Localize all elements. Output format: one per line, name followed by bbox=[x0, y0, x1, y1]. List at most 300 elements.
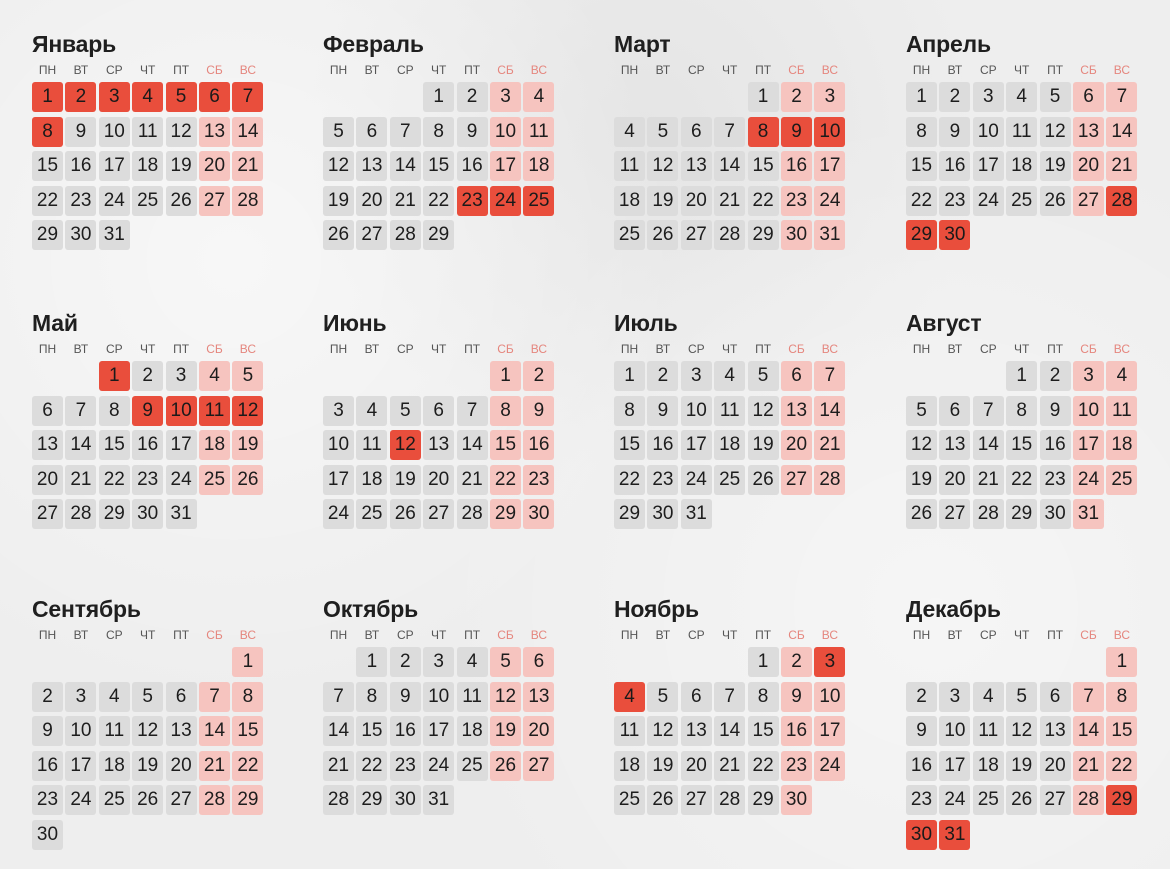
weekday-label: ВС bbox=[1113, 63, 1131, 77]
weekday-label: ЧТ bbox=[431, 342, 447, 356]
day-cell-weekend: 11 bbox=[523, 117, 554, 147]
weekday-label: СБ bbox=[1080, 63, 1097, 77]
weekday-header bbox=[32, 625, 272, 645]
day-cell: 25 bbox=[1006, 186, 1037, 216]
day-cell: 1 bbox=[748, 82, 779, 112]
weekday-label: ВТ bbox=[947, 63, 963, 77]
month-title: Май bbox=[32, 310, 78, 336]
month-title: Декабрь bbox=[906, 596, 1001, 622]
month-block bbox=[906, 309, 1146, 533]
day-cell: 20 bbox=[356, 186, 387, 216]
day-cell-holiday: 4 bbox=[614, 682, 645, 712]
day-cell: 3 bbox=[939, 682, 970, 712]
day-cell: 4 bbox=[356, 396, 387, 426]
day-cell-holiday: 23 bbox=[457, 186, 488, 216]
weekday-label: ВТ bbox=[73, 342, 89, 356]
weekday-label: ПН bbox=[620, 628, 639, 642]
weekday-label: ПТ bbox=[173, 628, 190, 642]
month-block bbox=[614, 595, 854, 819]
day-cell: 28 bbox=[65, 499, 96, 529]
day-cell-holiday: 31 bbox=[939, 820, 970, 850]
day-cell: 14 bbox=[390, 151, 421, 181]
day-cell: 21 bbox=[457, 465, 488, 495]
day-cell: 26 bbox=[390, 499, 421, 529]
day-cell-weekend: 12 bbox=[490, 682, 521, 712]
day-cell: 16 bbox=[32, 751, 63, 781]
day-cell: 15 bbox=[1006, 430, 1037, 460]
day-cell-weekend: 18 bbox=[199, 430, 230, 460]
day-cell: 2 bbox=[939, 82, 970, 112]
day-cell: 3 bbox=[323, 396, 354, 426]
day-cell-weekend: 17 bbox=[814, 716, 845, 746]
weekday-label: ПТ bbox=[1047, 342, 1064, 356]
day-cell: 10 bbox=[323, 430, 354, 460]
day-cell-holiday: 30 bbox=[906, 820, 937, 850]
day-cell: 10 bbox=[681, 396, 712, 426]
day-cell-holiday: 5 bbox=[166, 82, 197, 112]
day-cell-holiday: 24 bbox=[490, 186, 521, 216]
day-cell: 7 bbox=[323, 682, 354, 712]
day-cell: 27 bbox=[356, 220, 387, 250]
day-cell: 9 bbox=[390, 682, 421, 712]
day-cell: 14 bbox=[714, 716, 745, 746]
day-cell-weekend: 16 bbox=[523, 430, 554, 460]
day-cell: 19 bbox=[647, 186, 678, 216]
day-cell-weekend: 19 bbox=[232, 430, 263, 460]
day-cell-weekend: 23 bbox=[781, 186, 812, 216]
month-block bbox=[32, 30, 272, 254]
day-cell-weekend: 22 bbox=[490, 465, 521, 495]
day-cell-weekend: 8 bbox=[490, 396, 521, 426]
day-cell: 24 bbox=[681, 465, 712, 495]
day-cell: 20 bbox=[939, 465, 970, 495]
weekday-label: ПН bbox=[38, 63, 57, 77]
weekday-label: ПТ bbox=[464, 628, 481, 642]
day-cell-weekend: 20 bbox=[523, 716, 554, 746]
day-cell-weekend: 29 bbox=[232, 785, 263, 815]
weekday-label: ПТ bbox=[755, 342, 772, 356]
day-cell: 17 bbox=[323, 465, 354, 495]
day-cell-weekend: 11 bbox=[1106, 396, 1137, 426]
day-cell: 6 bbox=[356, 117, 387, 147]
day-cell-weekend: 3 bbox=[490, 82, 521, 112]
day-cell: 22 bbox=[614, 465, 645, 495]
day-cell: 18 bbox=[457, 716, 488, 746]
day-cell: 21 bbox=[65, 465, 96, 495]
day-cell-weekend: 2 bbox=[781, 82, 812, 112]
day-cell: 24 bbox=[973, 186, 1004, 216]
day-cell: 3 bbox=[65, 682, 96, 712]
day-cell-weekend: 9 bbox=[523, 396, 554, 426]
day-cell-weekend: 27 bbox=[1073, 186, 1104, 216]
day-cell-weekend: 7 bbox=[1106, 82, 1137, 112]
day-cell: 23 bbox=[65, 186, 96, 216]
day-cell: 23 bbox=[906, 785, 937, 815]
day-grid bbox=[906, 647, 1146, 845]
day-cell: 18 bbox=[356, 465, 387, 495]
weekday-label: СР bbox=[687, 342, 705, 356]
day-cell-holiday: 1 bbox=[32, 82, 63, 112]
weekday-label: ПН bbox=[912, 63, 931, 77]
month-title: Июнь bbox=[323, 310, 387, 336]
day-cell: 6 bbox=[32, 396, 63, 426]
day-cell: 8 bbox=[1006, 396, 1037, 426]
day-cell: 7 bbox=[65, 396, 96, 426]
day-cell-weekend: 25 bbox=[199, 465, 230, 495]
day-cell-holiday: 29 bbox=[906, 220, 937, 250]
day-cell: 17 bbox=[939, 751, 970, 781]
day-grid bbox=[323, 361, 563, 533]
day-cell: 29 bbox=[32, 220, 63, 250]
day-cell-holiday: 9 bbox=[132, 396, 163, 426]
day-cell: 21 bbox=[714, 751, 745, 781]
day-cell-weekend: 15 bbox=[232, 716, 263, 746]
day-cell: 19 bbox=[647, 751, 678, 781]
day-cell: 14 bbox=[65, 430, 96, 460]
day-cell-holiday: 4 bbox=[132, 82, 163, 112]
day-cell-weekend: 1 bbox=[232, 647, 263, 677]
day-cell: 5 bbox=[323, 117, 354, 147]
weekday-label: СБ bbox=[788, 342, 805, 356]
day-cell: 11 bbox=[614, 716, 645, 746]
day-cell: 12 bbox=[132, 716, 163, 746]
weekday-label: ПН bbox=[329, 63, 348, 77]
weekday-label: ПТ bbox=[464, 63, 481, 77]
weekday-label: СБ bbox=[788, 628, 805, 642]
day-cell: 19 bbox=[132, 751, 163, 781]
day-cell-weekend: 16 bbox=[781, 151, 812, 181]
weekday-label: СР bbox=[105, 342, 123, 356]
day-cell-weekend: 18 bbox=[1106, 430, 1137, 460]
day-cell: 28 bbox=[714, 220, 745, 250]
weekday-header bbox=[906, 60, 1146, 80]
day-cell-weekend: 2 bbox=[523, 361, 554, 391]
day-cell-weekend: 10 bbox=[814, 682, 845, 712]
day-cell-holiday: 28 bbox=[1106, 186, 1137, 216]
day-cell: 5 bbox=[647, 117, 678, 147]
day-cell: 29 bbox=[748, 220, 779, 250]
weekday-label: ВС bbox=[530, 342, 548, 356]
day-cell-weekend: 13 bbox=[781, 396, 812, 426]
month-title: Март bbox=[614, 31, 671, 57]
day-cell: 18 bbox=[99, 751, 130, 781]
weekday-label: ВТ bbox=[655, 63, 671, 77]
day-cell: 16 bbox=[939, 151, 970, 181]
weekday-label: ВС bbox=[530, 628, 548, 642]
day-cell: 16 bbox=[647, 430, 678, 460]
day-cell: 30 bbox=[1040, 499, 1071, 529]
day-cell: 21 bbox=[390, 186, 421, 216]
day-cell-holiday: 9 bbox=[781, 117, 812, 147]
day-cell: 5 bbox=[1006, 682, 1037, 712]
day-cell: 5 bbox=[390, 396, 421, 426]
day-cell: 12 bbox=[166, 117, 197, 147]
weekday-label: ВС bbox=[239, 63, 257, 77]
day-cell: 26 bbox=[323, 220, 354, 250]
weekday-label: ВС bbox=[821, 63, 839, 77]
day-cell: 22 bbox=[99, 465, 130, 495]
day-cell-holiday: 6 bbox=[199, 82, 230, 112]
day-cell: 2 bbox=[132, 361, 163, 391]
day-cell: 12 bbox=[323, 151, 354, 181]
weekday-header bbox=[32, 60, 272, 80]
month-block bbox=[906, 595, 1146, 845]
day-cell: 29 bbox=[356, 785, 387, 815]
day-cell: 20 bbox=[681, 751, 712, 781]
weekday-label: ПТ bbox=[1047, 63, 1064, 77]
day-cell-weekend: 29 bbox=[490, 499, 521, 529]
day-cell-holiday: 7 bbox=[232, 82, 263, 112]
weekday-header bbox=[323, 60, 563, 80]
weekday-label: СР bbox=[396, 63, 414, 77]
weekday-label: СР bbox=[687, 628, 705, 642]
month-title: Апрель bbox=[906, 31, 991, 57]
day-cell: 8 bbox=[614, 396, 645, 426]
day-cell: 2 bbox=[457, 82, 488, 112]
day-cell: 26 bbox=[647, 220, 678, 250]
weekday-label: ЧТ bbox=[722, 342, 738, 356]
weekday-label: ПН bbox=[912, 628, 931, 642]
day-cell: 4 bbox=[99, 682, 130, 712]
day-cell: 1 bbox=[356, 647, 387, 677]
day-cell-weekend: 24 bbox=[814, 751, 845, 781]
weekday-label: СБ bbox=[1080, 342, 1097, 356]
weekday-label: ВТ bbox=[655, 628, 671, 642]
weekday-label: СР bbox=[396, 342, 414, 356]
weekday-label: ПТ bbox=[173, 63, 190, 77]
day-cell: 21 bbox=[323, 751, 354, 781]
day-cell: 14 bbox=[973, 430, 1004, 460]
day-cell: 7 bbox=[390, 117, 421, 147]
day-cell: 30 bbox=[32, 820, 63, 850]
day-cell: 11 bbox=[714, 396, 745, 426]
day-grid bbox=[323, 82, 563, 254]
weekday-label: ВС bbox=[1113, 628, 1131, 642]
day-cell: 12 bbox=[906, 430, 937, 460]
day-cell: 27 bbox=[681, 220, 712, 250]
day-cell-weekend: 28 bbox=[232, 186, 263, 216]
day-cell: 28 bbox=[973, 499, 1004, 529]
day-cell: 10 bbox=[99, 117, 130, 147]
day-cell-weekend: 26 bbox=[490, 751, 521, 781]
weekday-label: ВС bbox=[239, 628, 257, 642]
weekday-label: ЧТ bbox=[722, 63, 738, 77]
weekday-label: СР bbox=[979, 342, 997, 356]
day-cell: 22 bbox=[748, 186, 779, 216]
day-cell-weekend: 16 bbox=[781, 716, 812, 746]
weekday-label: ЧТ bbox=[140, 63, 156, 77]
day-cell: 31 bbox=[99, 220, 130, 250]
day-cell: 19 bbox=[323, 186, 354, 216]
day-cell-weekend: 21 bbox=[199, 751, 230, 781]
month-title: Ноябрь bbox=[614, 596, 699, 622]
day-cell: 13 bbox=[681, 151, 712, 181]
month-block bbox=[323, 30, 563, 254]
day-cell: 1 bbox=[614, 361, 645, 391]
day-cell: 17 bbox=[423, 716, 454, 746]
day-cell-weekend: 10 bbox=[1073, 396, 1104, 426]
day-cell: 7 bbox=[457, 396, 488, 426]
day-cell: 18 bbox=[714, 430, 745, 460]
day-cell-weekend: 3 bbox=[814, 82, 845, 112]
day-cell: 20 bbox=[166, 751, 197, 781]
day-cell-weekend: 7 bbox=[199, 682, 230, 712]
day-cell: 2 bbox=[647, 361, 678, 391]
day-cell-weekend: 14 bbox=[1106, 117, 1137, 147]
day-cell-weekend: 24 bbox=[1073, 465, 1104, 495]
weekday-label: ЧТ bbox=[1014, 628, 1030, 642]
day-cell: 17 bbox=[973, 151, 1004, 181]
day-cell: 25 bbox=[356, 499, 387, 529]
weekday-label: ПТ bbox=[464, 342, 481, 356]
weekday-label: СБ bbox=[206, 63, 223, 77]
month-title: Сентябрь bbox=[32, 596, 141, 622]
day-cell: 3 bbox=[681, 361, 712, 391]
day-cell-weekend: 22 bbox=[232, 751, 263, 781]
day-cell: 23 bbox=[1040, 465, 1071, 495]
weekday-label: ВТ bbox=[364, 63, 380, 77]
day-cell-holiday: 3 bbox=[814, 647, 845, 677]
weekday-label: СБ bbox=[788, 63, 805, 77]
day-cell-weekend: 17 bbox=[490, 151, 521, 181]
month-block bbox=[323, 309, 563, 533]
day-cell: 8 bbox=[906, 117, 937, 147]
day-cell: 29 bbox=[99, 499, 130, 529]
day-cell: 19 bbox=[1006, 751, 1037, 781]
day-cell-weekend: 9 bbox=[781, 682, 812, 712]
day-cell: 16 bbox=[390, 716, 421, 746]
day-grid bbox=[906, 82, 1146, 254]
day-grid bbox=[32, 82, 272, 254]
day-cell-holiday: 12 bbox=[232, 396, 263, 426]
weekday-label: СБ bbox=[497, 63, 514, 77]
day-cell: 31 bbox=[681, 499, 712, 529]
weekday-header bbox=[614, 625, 854, 645]
day-cell: 8 bbox=[748, 682, 779, 712]
weekday-label: ВС bbox=[239, 342, 257, 356]
day-cell: 7 bbox=[973, 396, 1004, 426]
weekday-label: ЧТ bbox=[1014, 342, 1030, 356]
day-cell: 15 bbox=[614, 430, 645, 460]
day-cell-weekend: 18 bbox=[523, 151, 554, 181]
weekday-label: ПН bbox=[620, 342, 639, 356]
day-cell: 13 bbox=[681, 716, 712, 746]
day-cell: 20 bbox=[423, 465, 454, 495]
weekday-label: ЧТ bbox=[140, 342, 156, 356]
weekday-header bbox=[323, 625, 563, 645]
month-block bbox=[614, 309, 854, 533]
day-cell: 19 bbox=[166, 151, 197, 181]
weekday-label: СР bbox=[105, 628, 123, 642]
weekday-label: СБ bbox=[206, 342, 223, 356]
day-cell: 28 bbox=[714, 785, 745, 815]
weekday-label: ПН bbox=[329, 342, 348, 356]
day-cell: 19 bbox=[906, 465, 937, 495]
day-cell: 22 bbox=[1006, 465, 1037, 495]
day-cell-holiday: 10 bbox=[166, 396, 197, 426]
day-cell: 5 bbox=[748, 361, 779, 391]
weekday-label: ЧТ bbox=[722, 628, 738, 642]
day-cell: 24 bbox=[99, 186, 130, 216]
day-cell: 18 bbox=[132, 151, 163, 181]
day-cell-weekend: 13 bbox=[199, 117, 230, 147]
day-cell: 19 bbox=[390, 465, 421, 495]
day-cell: 22 bbox=[423, 186, 454, 216]
day-cell: 27 bbox=[681, 785, 712, 815]
day-cell: 17 bbox=[99, 151, 130, 181]
day-cell: 10 bbox=[939, 716, 970, 746]
day-cell: 15 bbox=[99, 430, 130, 460]
day-cell-weekend: 15 bbox=[1106, 716, 1137, 746]
day-cell: 9 bbox=[647, 396, 678, 426]
day-cell: 15 bbox=[423, 151, 454, 181]
day-grid bbox=[32, 361, 272, 533]
day-cell-weekend: 20 bbox=[781, 430, 812, 460]
weekday-label: ПН bbox=[38, 628, 57, 642]
day-cell-weekend: 4 bbox=[523, 82, 554, 112]
day-cell: 5 bbox=[132, 682, 163, 712]
day-cell: 6 bbox=[423, 396, 454, 426]
day-cell-holiday: 8 bbox=[32, 117, 63, 147]
day-cell-weekend: 17 bbox=[1073, 430, 1104, 460]
day-cell: 8 bbox=[99, 396, 130, 426]
day-cell: 16 bbox=[906, 751, 937, 781]
day-cell-holiday: 8 bbox=[748, 117, 779, 147]
day-cell-weekend: 21 bbox=[1073, 751, 1104, 781]
weekday-label: ПТ bbox=[1047, 628, 1064, 642]
day-cell: 10 bbox=[65, 716, 96, 746]
day-cell-weekend: 17 bbox=[814, 151, 845, 181]
weekday-label: ЧТ bbox=[1014, 63, 1030, 77]
day-grid bbox=[614, 361, 854, 533]
day-cell: 8 bbox=[423, 117, 454, 147]
day-cell-weekend: 15 bbox=[490, 430, 521, 460]
day-cell: 29 bbox=[748, 785, 779, 815]
weekday-label: ЧТ bbox=[431, 63, 447, 77]
day-cell: 18 bbox=[614, 186, 645, 216]
day-cell: 25 bbox=[457, 751, 488, 781]
day-cell-weekend: 23 bbox=[523, 465, 554, 495]
day-cell: 10 bbox=[423, 682, 454, 712]
day-cell: 13 bbox=[423, 430, 454, 460]
day-cell-holiday: 11 bbox=[199, 396, 230, 426]
weekday-header bbox=[323, 339, 563, 359]
day-cell-weekend: 28 bbox=[199, 785, 230, 815]
day-cell-weekend: 24 bbox=[814, 186, 845, 216]
day-cell: 17 bbox=[681, 430, 712, 460]
day-grid bbox=[614, 82, 854, 254]
day-cell-weekend: 5 bbox=[490, 647, 521, 677]
day-cell-weekend: 21 bbox=[814, 430, 845, 460]
day-cell-weekend: 13 bbox=[523, 682, 554, 712]
day-cell: 16 bbox=[1040, 430, 1071, 460]
day-cell: 30 bbox=[390, 785, 421, 815]
day-cell: 14 bbox=[714, 151, 745, 181]
day-cell: 15 bbox=[32, 151, 63, 181]
day-cell-weekend: 21 bbox=[232, 151, 263, 181]
day-cell: 16 bbox=[132, 430, 163, 460]
day-cell: 30 bbox=[132, 499, 163, 529]
day-cell: 29 bbox=[1006, 499, 1037, 529]
month-block bbox=[323, 595, 563, 819]
month-title: Октябрь bbox=[323, 596, 419, 622]
day-cell-weekend: 27 bbox=[781, 465, 812, 495]
day-cell-weekend: 6 bbox=[523, 647, 554, 677]
weekday-label: ВТ bbox=[73, 628, 89, 642]
day-cell-weekend: 14 bbox=[1073, 716, 1104, 746]
day-cell: 5 bbox=[906, 396, 937, 426]
day-cell: 3 bbox=[423, 647, 454, 677]
